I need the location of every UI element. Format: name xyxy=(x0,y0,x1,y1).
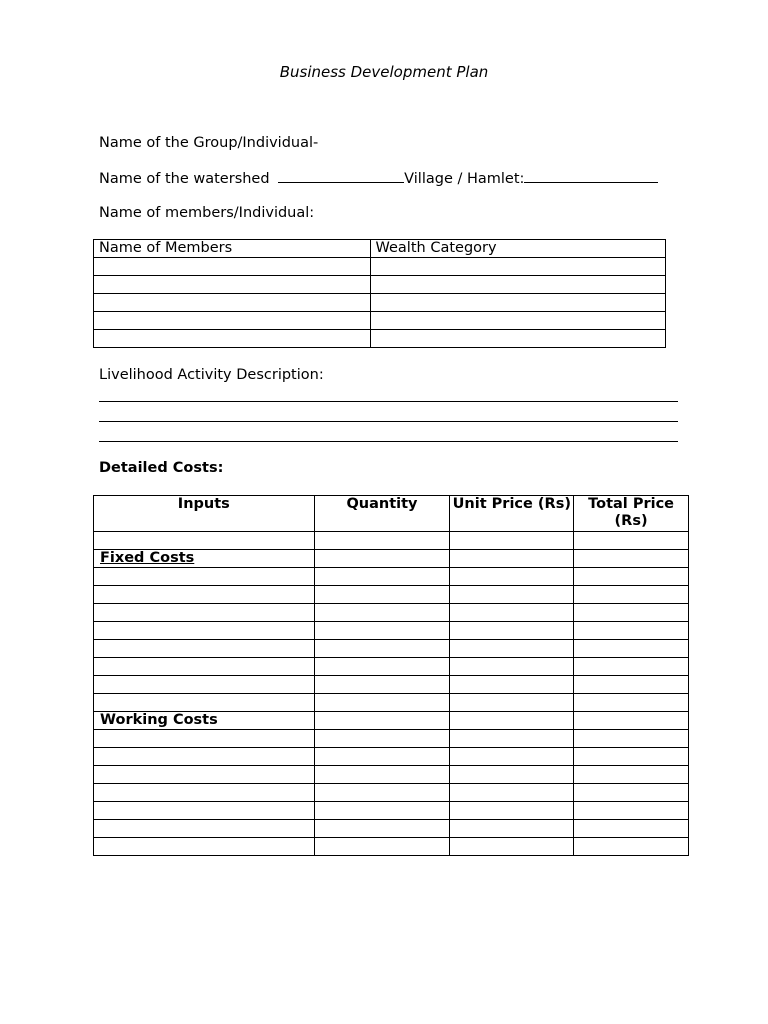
members-label: Name of members/Individual: xyxy=(99,205,315,221)
document-title: Business Development Plan xyxy=(279,63,489,81)
working-costs-row xyxy=(94,712,689,730)
table-row xyxy=(94,748,689,766)
member-name-cell[interactable] xyxy=(94,330,371,348)
watershed-blank[interactable] xyxy=(278,169,404,183)
member-name-cell[interactable] xyxy=(94,276,371,294)
village-blank[interactable] xyxy=(524,169,658,183)
member-wealth-cell[interactable] xyxy=(370,258,665,276)
table-row xyxy=(94,276,666,294)
costs-header-quantity: Quantity xyxy=(314,496,450,532)
table-row xyxy=(94,694,689,712)
table-row xyxy=(94,784,689,802)
member-wealth-cell[interactable] xyxy=(370,276,665,294)
livelihood-label: Livelihood Activity Description: xyxy=(99,367,324,383)
costs-table xyxy=(93,495,689,856)
costs-header-unit-price: Unit Price (Rs) xyxy=(450,496,574,532)
table-row xyxy=(94,294,666,312)
table-row xyxy=(94,658,689,676)
member-wealth-cell[interactable] xyxy=(370,330,665,348)
detailed-costs-heading: Detailed Costs: xyxy=(99,460,224,476)
fixed-costs-label: Fixed Costs xyxy=(94,550,315,568)
table-row xyxy=(94,604,689,622)
table-row xyxy=(94,568,689,586)
member-name-cell[interactable] xyxy=(94,258,371,276)
watershed-label: Name of the watershed xyxy=(99,171,270,187)
village-label: Village / Hamlet: xyxy=(404,171,525,187)
working-costs-label: Working Costs xyxy=(94,712,315,730)
description-line[interactable] xyxy=(99,441,678,442)
table-row xyxy=(94,586,689,604)
costs-header-row xyxy=(94,496,689,532)
member-wealth-cell[interactable] xyxy=(370,312,665,330)
costs-header-inputs: Inputs xyxy=(94,496,315,532)
group-name-label: Name of the Group/Individual- xyxy=(99,135,319,151)
table-row xyxy=(94,730,689,748)
member-name-cell[interactable] xyxy=(94,294,371,312)
members-header-name: Name of Members xyxy=(94,240,371,258)
description-line[interactable] xyxy=(99,401,678,402)
table-row xyxy=(94,820,689,838)
fixed-costs-row xyxy=(94,550,689,568)
table-row xyxy=(94,532,689,550)
costs-header-total-price: Total Price (Rs) xyxy=(574,496,689,532)
description-line[interactable] xyxy=(99,421,678,422)
table-row xyxy=(94,766,689,784)
table-row xyxy=(94,312,666,330)
watershed-row xyxy=(99,169,658,188)
table-row xyxy=(94,258,666,276)
table-row xyxy=(94,676,689,694)
table-row xyxy=(94,622,689,640)
table-row xyxy=(94,838,689,856)
table-row xyxy=(94,330,666,348)
table-row xyxy=(94,802,689,820)
members-table xyxy=(93,239,666,348)
table-row xyxy=(94,640,689,658)
members-header-wealth: Wealth Category xyxy=(370,240,665,258)
member-name-cell[interactable] xyxy=(94,312,371,330)
members-header-row xyxy=(94,240,666,258)
member-wealth-cell[interactable] xyxy=(370,294,665,312)
